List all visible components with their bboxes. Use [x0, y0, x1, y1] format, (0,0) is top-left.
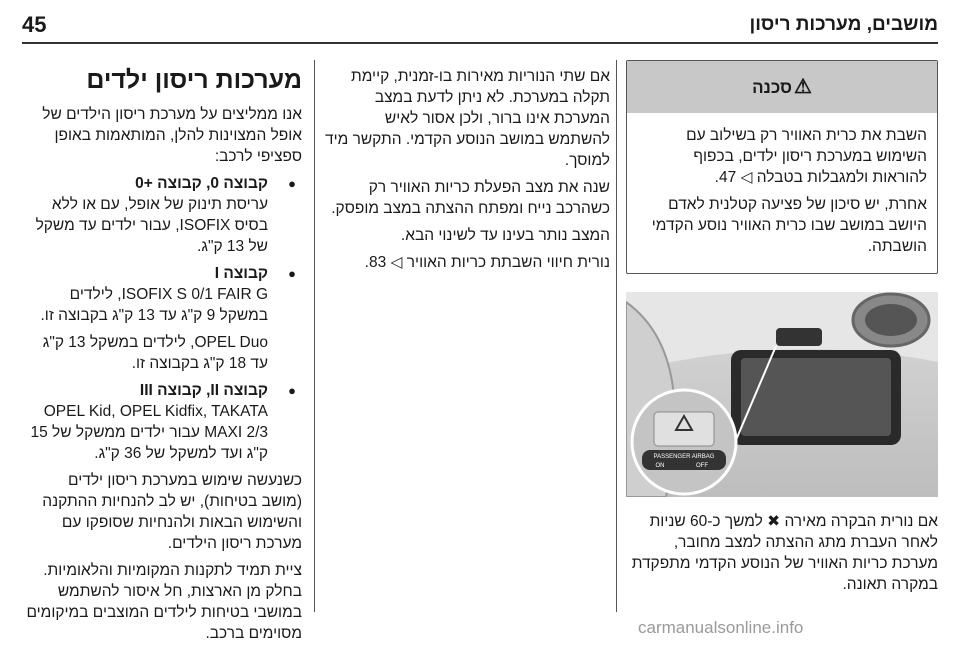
- column-divider-left: [314, 60, 315, 612]
- list-item-title: ● קבוצה II, קבוצה III: [139, 382, 268, 399]
- passenger-airbag-label: PASSENGER AIRBAG: [653, 454, 715, 460]
- list-item-text: OPEL Duo, לילדים במשקל 13 ק"ג עד 18 ק"ג בקבוצה זו.: [42, 334, 268, 372]
- mode-remains-paragraph: המצב נותר בעינו עד לשינוי הבא.: [400, 227, 610, 244]
- list-item-title: ● קבוצה I: [214, 265, 268, 282]
- installation-paragraph: כשנעשה שימוש במערכת ריסון ילדים (מושב בטיחות), יש לב להנחיות ההתקנה והשימוש הבאות ולהנחיות שסופקו עם מערכת ריסון הילדים.: [42, 472, 302, 552]
- list-item: [24, 173, 302, 257]
- seat-list: [24, 173, 302, 464]
- list-item-text: ISOFIX S 0/1 FAIR G, לילדים במשקל 9 ק"ג עד 13 ק"ג בקבוצה זו.: [40, 286, 268, 324]
- regulations-paragraph: ציית תמיד לתקנות המקומיות והלאומיות. בחלק מן הארצות, חל איסור להשתמש במושבי בטיחות לילדים המוצבים במיקומים מסוימים ברכב.: [26, 562, 302, 642]
- list-item-text: עריסת תינוק של אופל, עם או ללא בסיס ISOFIX, עבור ילדים עד משקל של 13 ק"ג.: [35, 196, 268, 255]
- indicator-paragraph: אם נורית הבקרה מאירה ✖ למשך כ-60 שניות לאחר העברת מתג ההצתה למצב מחובר, מערכת כריות האוויר של הנוסע הקדמי מתפקדת במקרה תאונה.: [631, 513, 938, 593]
- warning-box: [626, 60, 938, 274]
- section-title: מערכות ריסון ילדים: [86, 66, 302, 94]
- both-lamps-paragraph: אם שתי הנוריות מאירות בו-זמנית, קיימת תקלה במערכת. לא ניתן לדעת במצב המערכת אינו ברור, ולכן אסור לאיש להשתמש במושב הנוסע הקדמי. התקשר מיד למוסך.: [325, 68, 610, 169]
- watermark: carmanualsonline.info: [638, 618, 804, 637]
- indicator-ref-paragraph: נורית חיווי השבתת כריות האוויר ◁ 83.: [364, 254, 610, 271]
- warning-body: [627, 113, 937, 273]
- warning-text-1: השבת את כרית האוויר רק בשילוב עם השימוש במערכת ריסון ילדים, בכפוף להוראות ולמגבלות בטבלה ◁ 47.: [686, 127, 927, 186]
- column-divider-right: [616, 60, 617, 612]
- change-mode-paragraph: שנה את מצב הפעלת כריות האוויר רק כשהרכב נייח ומפתח ההצתה במצב מופסק.: [331, 179, 610, 217]
- airbag-on-label: ON: [655, 463, 665, 469]
- right-column: [626, 60, 938, 601]
- intro-paragraph: אנו ממליצים על מערכת ריסון הילדים של אופל המצוינות להלן, המותאמות באופן ספציפי לרכב:: [42, 106, 302, 165]
- page-number: 45: [22, 12, 47, 37]
- middle-column: [324, 66, 610, 279]
- list-item: [24, 380, 302, 464]
- airbag-off-label: OFF: [696, 463, 708, 469]
- page-title: מושבים, מערכות ריסון: [749, 14, 938, 35]
- warning-heading-text: סכנה: [752, 77, 792, 97]
- list-item-title: ● קבוצה 0, קבוצה +0: [135, 175, 268, 192]
- warning-heading: [627, 61, 937, 113]
- list-item: [24, 263, 302, 374]
- warning-triangle-icon: ⚠: [794, 75, 812, 98]
- left-column: [24, 66, 302, 650]
- dashboard-illustration: [626, 292, 938, 497]
- warning-text-2: אחרת, יש סיכון של פציעה קטלנית לאדם היושב במושב שבו כרית האוויר נוסע הקדמי הושבתה.: [651, 196, 927, 255]
- page-header: [22, 8, 938, 44]
- list-item-text: OPEL Kid, OPEL Kidfix, TAKATA MAXI 2/3 עבור ילדים ממשקל של 15 ק"ג ועד למשקל של 36 ק"ג.: [30, 403, 268, 462]
- dashboard-photo: [626, 292, 938, 497]
